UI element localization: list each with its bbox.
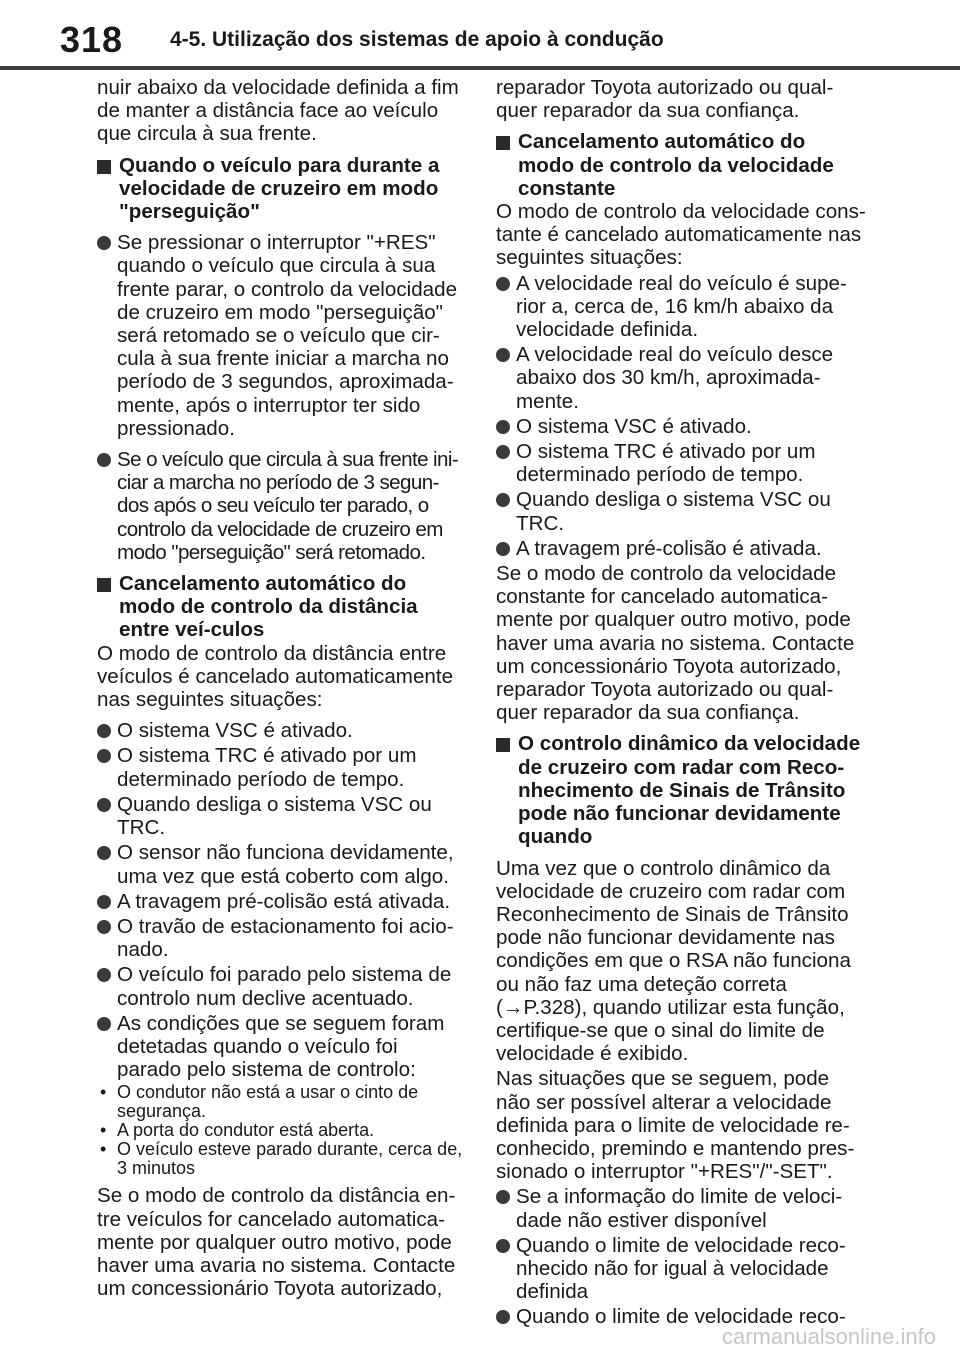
bullet-text: A travagem pré-colisão é ativada. <box>516 536 822 560</box>
square-bullet-icon <box>496 738 510 752</box>
bullet-item <box>97 963 467 1009</box>
bullet-item <box>97 793 467 839</box>
paragraph: Nas situações que se seguem, pode não ser possível alterar a velocidade definida para o limite de velocidade re-conhecido, premindo e mantendo pres-sionado o interruptor "+RES"/"-SET". <box>496 1067 855 1184</box>
bullet-item <box>496 1185 866 1231</box>
circle-bullet-icon <box>496 277 510 291</box>
bullet-text: Quando o limite de velocidade reco- <box>516 1305 846 1329</box>
bullet-item <box>97 890 467 913</box>
heading-text: Cancelamento automático do modo de controlo da velocidade constante <box>518 130 834 200</box>
sub-bullet-item <box>97 1083 467 1121</box>
page-number: 318 <box>60 19 124 60</box>
page-header <box>0 0 960 70</box>
circle-bullet-icon <box>496 1310 510 1324</box>
square-bullet-icon <box>97 160 111 174</box>
dot-bullet-icon: • <box>100 1082 107 1103</box>
bullet-item <box>496 537 866 560</box>
bullet-item <box>496 343 866 413</box>
circle-bullet-icon <box>496 1190 510 1204</box>
sub-bullet-text: A porta do condutor está aberta. <box>117 1120 375 1141</box>
dot-bullet-icon: • <box>100 1139 107 1160</box>
circle-bullet-icon <box>496 493 510 507</box>
circle-bullet-icon <box>97 1017 111 1031</box>
bullet-text: Se o veículo que circula à sua frente ini-ciar a marcha no período de 3 segun-dos após o seu veículo ter parado, o controlo da velocidade de cruzeiro em modo "perseguição" será retomado. <box>117 448 459 564</box>
heading-text: Quando o veículo para durante a velocidade de cruzeiro em modo "perseguição" <box>119 153 440 224</box>
bullet-text: As condições que se seguem foram detetadas quando o veículo foi parado pelo sistema de controlo: <box>117 1011 445 1082</box>
paragraph: nuir abaixo da velocidade definida a fim de manter a distância face ao veículo que circula à sua frente. <box>97 76 459 146</box>
circle-bullet-icon <box>97 453 111 467</box>
sub-bullet-item <box>97 1140 467 1178</box>
bullet-text: O travão de estacionamento foi acio-nado. <box>117 914 454 962</box>
circle-bullet-icon <box>97 236 111 250</box>
bullet-item <box>97 1012 467 1082</box>
watermark: carmanualsonline.info <box>721 1324 936 1349</box>
paragraph: Se o modo de controlo da distância en-tre veículos for cancelado automatica-mente por qualquer outro motivo, pode haver uma avaria no sistema. Contacte um concessionário Toyota autorizado, <box>97 1184 456 1301</box>
section-title: 4-5. Utilização dos sistemas de apoio à condução <box>170 28 664 51</box>
circle-bullet-icon <box>97 798 111 812</box>
bullet-item <box>97 231 467 440</box>
sub-bullet-text: O condutor não está a usar o cinto de segurança. <box>117 1082 419 1122</box>
section-heading <box>496 732 866 848</box>
paragraph: Se o modo de controlo da velocidade constante for cancelado automatica-mente por qualquer outro motivo, pode haver uma avaria no sistema. Contacte um concessionário Toyota autorizado, reparador Toyota autorizado ou qual-quer reparador da sua confiança. <box>496 562 855 725</box>
circle-bullet-icon <box>97 895 111 909</box>
circle-bullet-icon <box>496 445 510 459</box>
paragraph: O modo de controlo da distância entre veículos é cancelado automaticamente nas seguintes situações: <box>97 641 454 712</box>
dot-bullet-icon: • <box>100 1120 107 1141</box>
bullet-item <box>496 1234 866 1304</box>
sub-bullet-text: O veículo esteve parado durante, cerca de, 3 minutos <box>117 1139 463 1179</box>
section-heading <box>496 130 866 200</box>
bullet-text: Quando desliga o sistema VSC ou TRC. <box>516 488 831 535</box>
right-column <box>496 76 866 1331</box>
bullet-item <box>97 719 467 742</box>
section-heading <box>97 572 467 642</box>
bullet-item <box>97 915 467 961</box>
bullet-item <box>496 440 866 486</box>
left-column <box>97 76 467 1308</box>
bullet-text: O sistema VSC é ativado. <box>117 719 353 743</box>
bullet-text: Quando desliga o sistema VSC ou TRC. <box>117 792 432 840</box>
paragraph: Uma vez que o controlo dinâmico da velocidade de cruzeiro com radar com Reconhecimento de Sinais de Trânsito pode não funcionar devidamente nas condições em que o RSA não funciona ou não faz uma deteção correta (→P.328), quando utilizar esta função, certifique-se que o sinal do limite de velocidade é exibido. <box>496 856 851 1066</box>
heading-text: Cancelamento automático do modo de controlo da distância entre veí-culos <box>119 572 418 642</box>
bullet-item <box>97 841 467 887</box>
circle-bullet-icon <box>97 920 111 934</box>
circle-bullet-icon <box>496 1239 510 1253</box>
square-bullet-icon <box>97 578 111 592</box>
bullet-text: A velocidade real do veículo é supe-rior a, cerca de, 16 km/h abaixo da velocidade definida. <box>516 271 847 342</box>
header-rule <box>0 66 960 70</box>
bullet-text: Se a informação do limite de veloci-dade não estiver disponível <box>516 1185 843 1232</box>
bullet-item <box>496 272 866 342</box>
bullet-item <box>496 415 866 438</box>
section-heading <box>97 154 467 224</box>
bullet-item <box>97 744 467 790</box>
paragraph: reparador Toyota autorizado ou qual-quer reparador da sua confiança. <box>496 76 834 123</box>
circle-bullet-icon <box>496 542 510 556</box>
bullet-text: O sistema TRC é ativado por um determinado período de tempo. <box>117 744 417 791</box>
bullet-item <box>97 448 467 564</box>
sub-bullet-item <box>97 1121 467 1140</box>
circle-bullet-icon <box>496 348 510 362</box>
circle-bullet-icon <box>97 846 111 860</box>
bullet-text: A travagem pré-colisão está ativada. <box>117 889 451 913</box>
circle-bullet-icon <box>496 420 510 434</box>
bullet-text: O sistema VSC é ativado. <box>516 414 752 438</box>
square-bullet-icon <box>496 136 510 150</box>
bullet-text: A velocidade real do veículo desce abaixo dos 30 km/h, aproximada-mente. <box>516 343 834 413</box>
paragraph: O modo de controlo da velocidade cons-tante é cancelado automaticamente nas seguintes situações: <box>496 200 866 270</box>
circle-bullet-icon <box>97 724 111 738</box>
bullet-text: O sistema TRC é ativado por um determinado período de tempo. <box>516 440 816 487</box>
bullet-text: O sensor não funciona devidamente, uma vez que está coberto com algo. <box>117 841 454 888</box>
heading-text: O controlo dinâmico da velocidade de cruzeiro com radar com Reco-nhecimento de Sinais de Trânsito pode não funcionar devidamente quando <box>518 732 861 849</box>
bullet-text: Quando o limite de velocidade reco-nhecido não for igual à velocidade definida <box>516 1233 846 1304</box>
bullet-item <box>496 488 866 534</box>
circle-bullet-icon <box>97 968 111 982</box>
bullet-text: Se pressionar o interruptor "+RES" quando o veículo que circula à sua frente parar, o controlo da velocidade de cruzeiro em modo "perseguição" será retomado se o veículo que cir-cula à sua frente iniciar a marcha no período de 3 segundos, aproximada-mente, após o interruptor ter sido pressionado. <box>117 231 458 440</box>
bullet-text: O veículo foi parado pelo sistema de controlo num declive acentuado. <box>117 963 452 1010</box>
circle-bullet-icon <box>97 749 111 763</box>
